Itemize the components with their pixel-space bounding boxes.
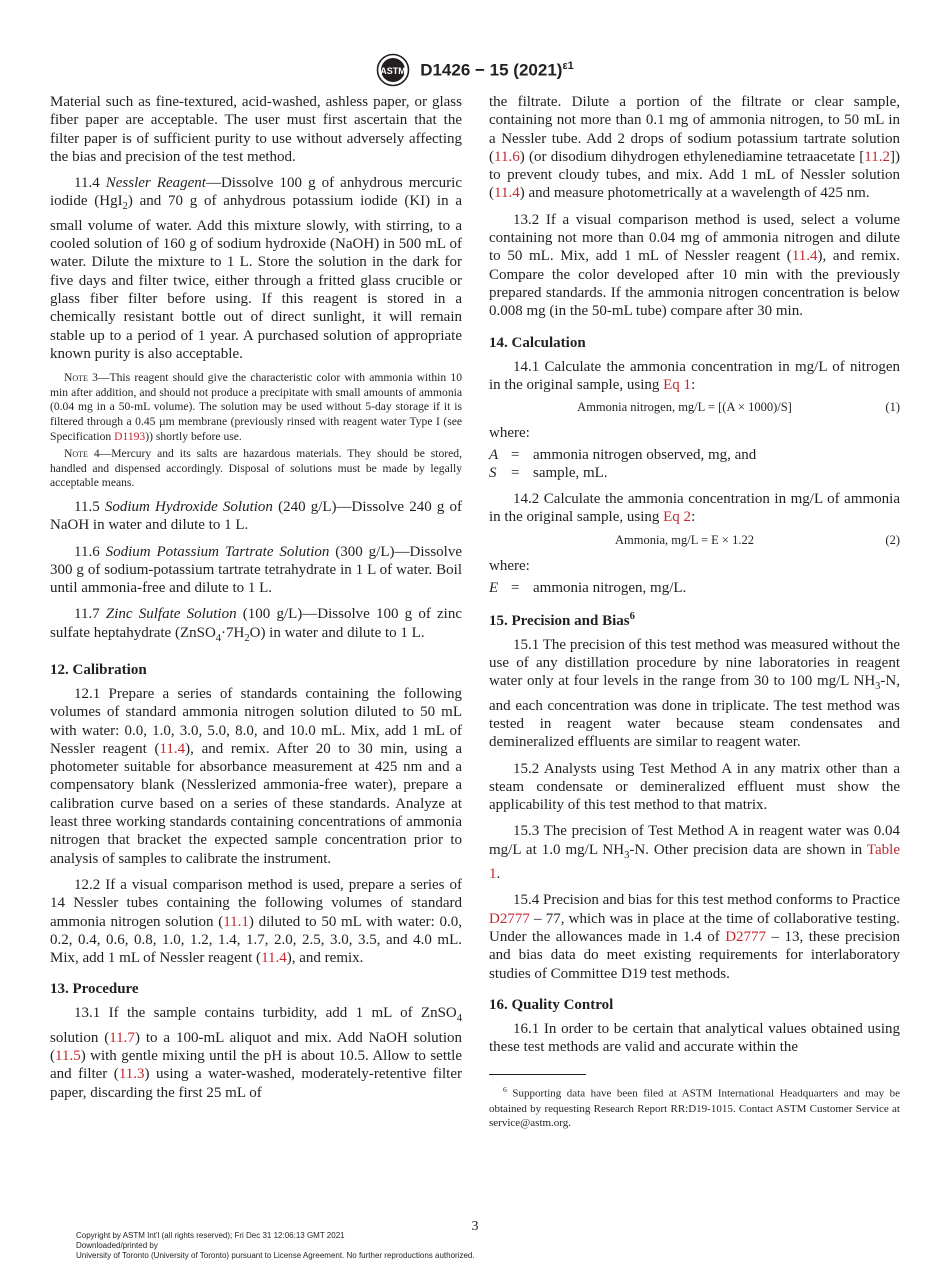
license-line: University of Toronto (University of Toronto) pursuant to License Agreement. No further reproductions authorized. [76,1251,475,1260]
definition-s: S = sample, mL. [489,465,608,482]
footnote-6: $^6$ Supporting data have been filed at ASTM International Headquarters and may be obtained by requesting Research Report RR:D19-1015. Contact ASTM Customer Service at service@astm.org. [489,1085,900,1130]
link-11-3[interactable]: 11.3 [118,1066,145,1083]
download-line: Downloaded/printed by [76,1241,158,1250]
link-d2777[interactable]: D2777 [489,910,530,927]
copyright-notice [76,1231,475,1261]
section-11-5: 11.5 Sodium Hydroxide Solution (240 g/L)—Dissolve 240 g of NaOH in water and dilute to 1 L. [50,498,462,534]
section-13-1: 13.1 If the sample contains turbidity, add 1 mL of ZnSO$_4$ solution (11.7) to a 100-mL aliquot and mix. Add NaOH solution (11.5) with gentle mixing until the pH is about 10.5. Allow to settle and filter (11.3) using a water-washed, moderately-retentive filter paper, discarding the first 25 mL of [50,1005,462,1101]
heading-13-procedure: 13. Procedure [50,981,139,998]
heading-12-calibration: 12. Calibration [50,661,147,678]
link-11-6[interactable]: 11.6 [494,148,520,165]
copyright-line: Copyright by ASTM Int'l (all rights reserved); Fri Dec 31 12:06:13 GMT 2021 [76,1231,345,1240]
section-15-2: 15.2 Analysts using Test Method A in any matrix other than a steam condensate or demineralized effluent must show the applicability of this test method to that matrix. [489,760,900,814]
section-14-2: 14.2 Calculate the ammonia concentration in mg/L of ammonia in the original sample, using Eq 2: [489,491,900,526]
link-11-5[interactable]: 11.5 [55,1048,81,1065]
link-11-4[interactable]: 11.4 [791,248,818,265]
definition-e: E = ammonia nitrogen, mg/L. [489,579,687,596]
link-eq-2[interactable]: Eq 2 [663,509,692,526]
left-column [50,93,462,1110]
link-d2777[interactable]: D2777 [725,928,767,945]
paragraph-continued: the filtrate. Dilute a portion of the filtrate or clear sample, containing not more than 0.1 mg of ammonia nitrogen, to 50 mL in a Nessler tube. Add 2 drops of sodium potassium tartrate solution (11.6) (or disodium dihydrogen ethylenediamine tetraacetate [11.2]) to prevent cloudy tubes, and mix. Add 1 mL of Nessler solution (11.4) and measure photometrically at a wavelength of 425 nm. [489,94,900,202]
note-3: Note 3—This reagent should give the characteristic color with ammonia within 10 min after addition, and should not produce a precipitate with small amounts of ammonia (0.04 mg in a 50-mL volume). The solution may be used without 5-day storage if it is filtered through a 0.45 µm membrane (previously rinsed with reagent water Type I (see Specification D1193)) shortly before use. [50,371,462,443]
section-15-1: 15.1 The precision of this test method was measured without the use of any distillation procedure by nine laboratories in reagent water only at four levels in the range from 30 to 100 mg/L $NH_3-N$, and each concentration was done in triplicate. The test method was tested in reagent water because steam condensates and demineralized effluents are similar to reagent water. [489,636,900,751]
footnote-rule [489,1074,586,1075]
right-column [489,93,900,1131]
where-label: where: [489,557,530,574]
section-14-1: 14.1 Calculate the ammonia concentration in mg/L of nitrogen in the original sample, using Eq 1: [489,358,900,393]
heading-15-precision-bias: 15. Precision and Bias$^6$ [489,610,635,629]
section-16-1: 16.1 In order to be certain that analytical values obtained using these test methods are valid and accurate within the [489,1020,900,1056]
paragraph-continued: Material such as fine-textured, acid-washed, ashless paper, or glass fiber paper are acceptable. The user must first ascertain that the filter paper is of sufficient purity to use without adversely affecting the bias and precision of the test method. [50,94,462,165]
link-eq-1[interactable]: Eq 1 [663,376,692,393]
section-12-1: 12.1 Prepare a series of standards containing the following volumes of standard ammonia nitrogen solution diluted to 50 mL with water: 0.0, 1.0, 3.0, 5.0, 8.0, and 10.0 mL. Mix, add 1 mL of Nessler reagent (11.4), and remix. After 20 to 30 min, using a photometer suitable for absorbance measurement at 425 nm and a compensatory blank (Nesslerized ammonia-free water), prepare a calibration curve based on a series of these standards. Analyze at least three working standards containing concentrations of ammonia nitrogen that bracket the expected sample concentration prior to analysis of samples to calibrate the instrument. [50,685,462,867]
equation-1: Ammonia nitrogen, mg/L = [(A × 1000)/S] (1) [577,400,900,415]
heading-14-calculation: 14. Calculation [489,334,586,351]
page-header [0,53,950,87]
section-11-6: 11.6 Sodium Potassium Tartrate Solution (300 g/L)—Dissolve 300 g of sodium-potassium tartrate tetrahydrate in 1 L of water. Boil until ammonia-free and dilute to 1 L. [50,543,463,597]
link-11-4[interactable]: 11.4 [261,950,287,967]
link-11-4[interactable]: 11.4 [494,185,520,202]
link-11-2[interactable]: 11.2 [864,148,890,165]
section-12-2: 12.2 If a visual comparison method is used, prepare a series of 14 Nessler tubes containing the following volumes of standard ammonia nitrogen solution (11.1) diluted to 50 mL with water: 0.0, 0.2, 0.4, 0.6, 0.8, 1.0, 1.2, 1.4, 1.7, 2.0, 2.5, 3.0, 3.5, and 4.0 mL. Mix, add 1 mL of Nessler reagent (11.4), and remix. [50,876,462,967]
link-table-1[interactable]: Table 1 [489,841,901,883]
definition-a: A = ammonia nitrogen observed, mg, and [489,447,757,464]
section-11-4: 11.4 Nessler Reagent—Dissolve 100 g of anhydrous mercuric iodide (HgI$_2$) and 70 g of anhydrous potassium iodide (KI) in a small volume of water. Add this mixture slowly, with stirring, to a cooled solution of 160 g of sodium hydroxide (NaOH) in 500 mL of water. Dilute the mixture to 1 L. Store the solution in the dark for five days and filter twice, either through a fritted glass crucible or glass fiber filter before using. If this reagent is stored in a chemically resistant bottle out of direct sunlight, it will remain stable up to a period of 1 year. A purchased solution of appropriate known purity is also acceptable. [50,175,462,362]
page-number: 3 [471,1219,479,1234]
astm-logo-icon [376,53,410,87]
link-11-7[interactable]: 11.7 [109,1029,135,1046]
heading-16-quality-control: 16. Quality Control [489,996,614,1013]
section-13-2: 13.2 If a visual comparison method is used, select a volume containing not more than 0.04 mg of ammonia nitrogen and dilute to 50 mL. Mix, add 1 mL of Nessler reagent (11.4), and remix. Compare the color developed after 10 min with the previously prepared standards. If the ammonia nitrogen concentration is below 0.008 mg (in the 50-mL tube) compare after 30 min. [489,211,901,320]
where-label: where: [489,425,530,442]
equation-2: Ammonia, mg/L = E × 1.22 (2) [615,532,900,547]
section-15-3: 15.3 The precision of Test Method A in reagent water was 0.04 mg/L at 1.0 mg/L $NH_3-N$. Other precision data are shown in Table 1. [489,823,901,883]
standard-designation: D1426 − 15 $(2021)^{\varepsilon 1}$ [420,59,574,80]
section-15-4: 15.4 Precision and bias for this test method conforms to Practice D2777 – 77, which was in place at the time of collaborative testing. Under the allowances made in 1.4 of D2777 – 13, these precision and bias data do meet existing requirements for interlaboratory studies of Committee D19 test methods. [489,892,901,982]
link-d1193[interactable]: D1193 [114,429,146,443]
link-11-1[interactable]: 11.1 [223,913,249,930]
link-11-4[interactable]: 11.4 [159,740,186,757]
svg-text:ASTM: ASTM [380,66,406,76]
section-11-7: 11.7 Zinc Sulfate Solution (100 g/L)—Dissolve 100 g of zinc sulfate heptahydrate $(ZnSO_4\cdot 7H_2O)$ in water and dilute to 1 L. [50,606,462,644]
note-4: Note 4—Mercury and its salts are hazardous materials. They should be stored, handled and dispensed accordingly. Disposal of solutions must be made by legally acceptable means. [50,447,463,490]
